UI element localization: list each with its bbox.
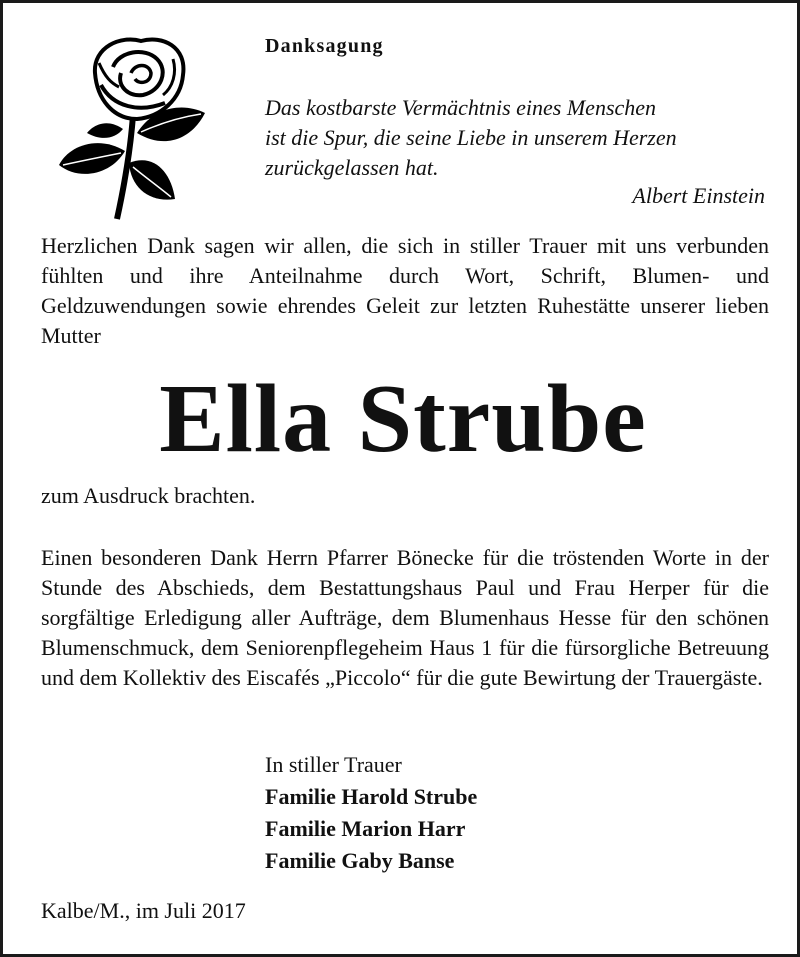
quote-line: ist die Spur, die seine Liebe in unserem Herzen [265,125,677,150]
family-name: Familie Gaby Banse [265,848,455,873]
quote-line: zurückgelassen hat. [265,155,439,180]
family-name: Familie Marion Harr [265,816,466,841]
thanks-paragraph-end: zum Ausdruck brachten. [41,483,256,508]
family-name: Familie Harold Strube [265,784,478,809]
quote-author: Albert Einstein [632,183,765,208]
quote [265,93,775,183]
special-thanks-paragraph: Einen besonderen Dank Herrn Pfarrer Bönecke für die tröstenden Worte in der Stunde des Abschieds, dem Bestattungshaus Paul und Frau Herper für die sorgfältige Erledigung aller Aufträge, dem Blumenhaus Hesse für den schönen Blumenschmuck, dem Seniorenpflegeheim Haus 1 für die fürsorgliche Betreuung und dem Kollektiv des Eiscafés „Piccolo“ für die gute Bewirtung der Trauergäste. [41,545,769,690]
quote-line: Das kostbarste Vermächtnis eines Menschen [265,95,657,120]
closing-block [265,749,477,877]
deceased-name: Ella Strube [159,365,647,473]
closing-intro: In stiller Trauer [265,752,402,777]
thanks-paragraph: Herzlichen Dank sagen wir allen, die sich in stiller Trauer mit uns verbunden fühlten und ihre Anteilnahme durch Wort, Schrift, Blumen- und Geldzuwendungen sowie ehrendes Geleit zur letzten Ruhestätte unserer lieben Mutter [41,233,769,348]
rose-icon [55,33,213,223]
notice-heading: Danksagung [265,35,384,57]
place-date: Kalbe/M., im Juli 2017 [41,898,246,923]
